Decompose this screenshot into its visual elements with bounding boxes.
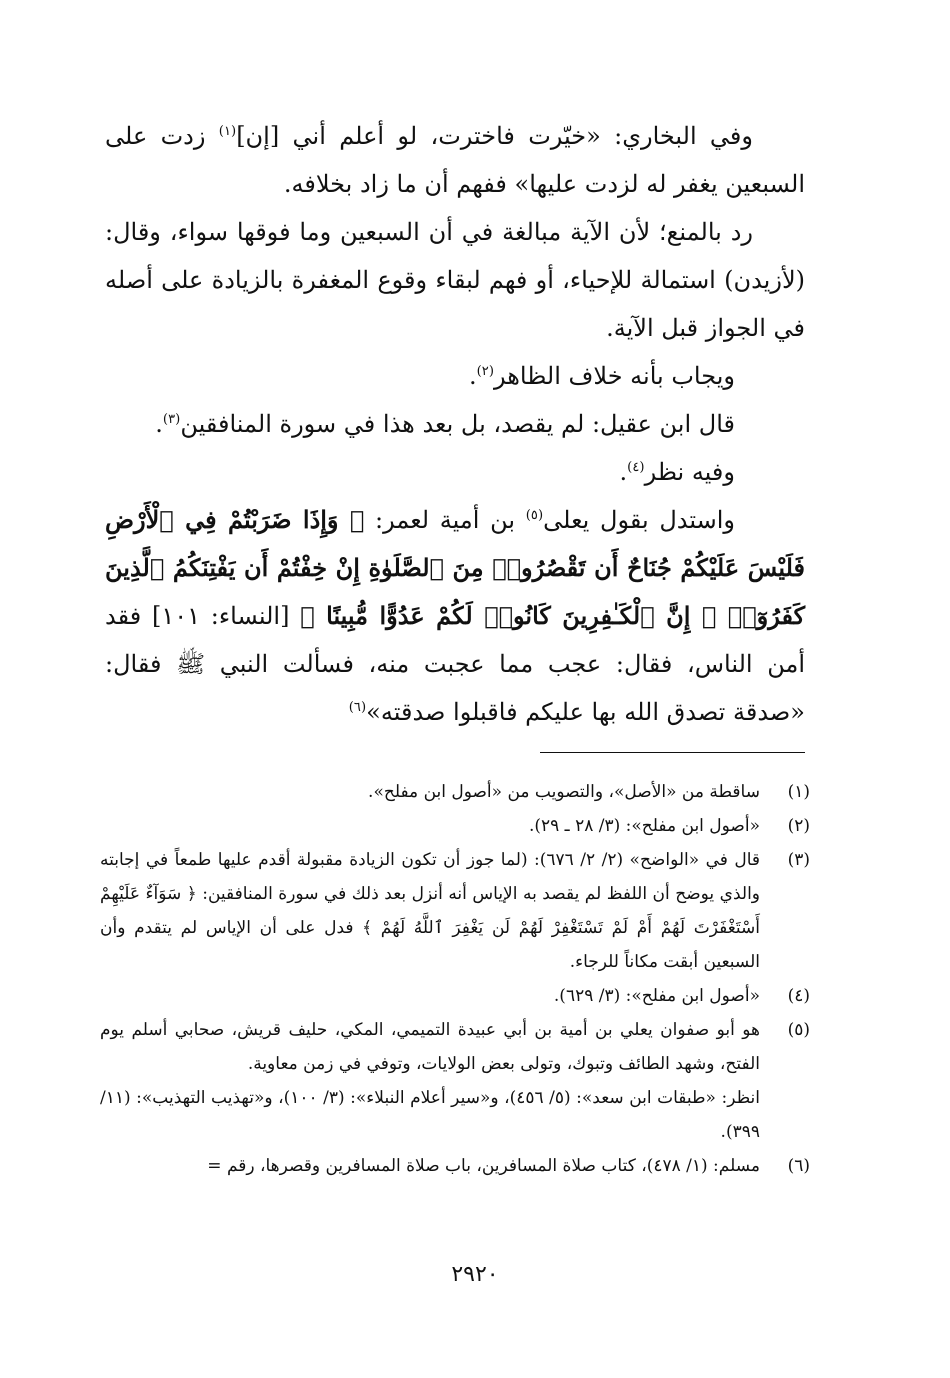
footnote-number: (٤) [787,986,810,1006]
footnote-1 [100,775,810,809]
paragraph-3-end: . [468,362,477,390]
footnote-body [100,1149,760,1183]
footnotes [100,775,810,1183]
footnote-line: مسلم: (١/ ٤٧٨)، كتاب صلاة المسافرين، باب صلاة المسافرين وقصرها، رقم = [207,1156,760,1176]
footnote-number: (٣) [787,850,810,870]
footnote-5 [100,1013,810,1149]
footnote-number: (٦) [787,1156,810,1176]
footnote-number: (٢) [787,816,810,836]
footnote-number: (٥) [787,1020,810,1040]
paragraph-6 [105,496,805,736]
page-number: ٢٩٢٠ [451,1262,499,1287]
footnote-body [100,775,760,809]
footnote-ref-3: (٣) [162,412,181,427]
footnote-line: ساقطة من «الأصل»، والتصويب من «أصول ابن مفلح». [368,782,760,802]
footnote-4 [100,979,810,1013]
paragraph-5 [105,448,805,496]
footnote-3 [100,843,810,979]
footnote-separator [540,752,805,753]
paragraph-4-end: . [155,410,163,438]
main-text [105,112,805,736]
footnote-line: هو أبو صفوان يعلي بن أمية بن أبي عبيدة التميمي، المكي، حليف قريش، صحابي أسلم يوم الفتح، وشهد الطائف وتبوك، وتولى بعض الولايات، وتوفي في زمن معاوية. [100,1020,760,1074]
paragraph-4 [105,400,805,448]
paragraph-3-text: ويجاب بأنه خلاف الظاهر [493,362,735,390]
footnote-6 [100,1149,810,1183]
footnote-2 [100,809,810,843]
paragraph-1 [105,112,805,208]
paragraph-1-end: زدت على السبعين يغفر له لزدت عليها» ففهم أن ما زاد بخلافه. [105,122,805,198]
footnote-ref-2: (٢) [476,364,494,379]
footnote-body [100,1013,760,1149]
footnote-body [100,979,760,1013]
footnote-number: (١) [787,782,810,802]
footnote-line: «أصول ابن مفلح»: (٣/ ٢٨ ـ ٢٩). [528,816,760,836]
paragraph-2: رد بالمنع؛ لأن الآية مبالغة في أن السبعين وما فوقها سواء، وقال: (لأزيدن) استمالة للإحياء، أو فهم لبقاء وقوع المغفرة بالزيادة على أصله في الجواز قبل الآية. [105,218,805,342]
footnote-line: «أصول ابن مفلح»: (٣/ ٦٢٩). [553,986,760,1006]
footnote-ref-4: (٤) [627,460,645,475]
paragraph-6-text-c: [النساء: ١٠١] فقد أمن الناس، فقال: عجب مما عجبت منه، فسألت النبي ﷺ فقال: «صدقة تصدق الله بها عليكم فاقبلوا صدقته» [105,602,805,726]
paragraph-6-text-a: واستدل بقول يعلى [543,506,736,534]
quran-verse: ﴿ وَإِذَا ضَرَبْتُمْ فِي ٱلْأَرْضِ فَلَيْسَ عَلَيْكُمْ جُنَاحٌ أَن تَقْصُرُوا۟ مِنَ ٱلصَّلَوٰةِ إِنْ خِفْتُمْ أَن يَفْتِنَكُمُ ٱلَّذِينَ كَفَرُوٓا۟ ۚ إِنَّ ٱلْكَـٰفِرِينَ كَانُوا۟ لَكُمْ عَدُوًّا مُّبِينًا ﴾ [105,505,806,630]
footnote-line: قال في «الواضح» (٢/ ٢/ ٦٧٦): (لما جوز أن تكون الزيادة مقبولة أقدم عليها طمعاً في إجابته والذي يوضح أن اللفظ لم يقصد به الإياس أنه أنزل بعد ذلك في سورة المنافقين: ﴿ سَوَآءٌ عَلَيْهِمْ أَسْتَغْفَرْتَ لَهُمْ أَمْ لَمْ تَسْتَغْفِرْ لَهُمْ لَن يَغْفِرَ ٱللَّهُ لَهُمْ ﴾ فدل على أن الإياس لم يتقدم وأن السبعين أبقت مكاناً للرجاء. [100,850,761,972]
paragraph-1-text: وفي البخاري: «خيّرت فاخترت، لو أعلم أني [إن] [236,122,753,150]
paragraph-4-text: قال ابن عقيل: لم يقصد، بل بعد هذا في سورة المنافقين [180,410,735,438]
footnote-ref-6: (٦) [348,700,367,715]
footnote-ref-5: (٥) [525,508,544,523]
paragraph-3 [105,352,805,400]
paragraph-5-text: وفيه نظر [644,458,735,486]
paragraph-5-end: . [619,458,628,486]
footnote-body [100,809,760,843]
paragraph-6-text-b: بن أمية لعمر: [364,506,526,534]
footnote-ref-1: (١) [218,124,237,139]
footnote-body [100,843,760,979]
footnote-line: انظر: «طبقات ابن سعد»: (٥/ ٤٥٦)، و«سير أعلام النبلاء»: (٣/ ١٠٠)، و«تهذيب التهذيب»: (١١/ ٣٩٩). [100,1088,760,1142]
